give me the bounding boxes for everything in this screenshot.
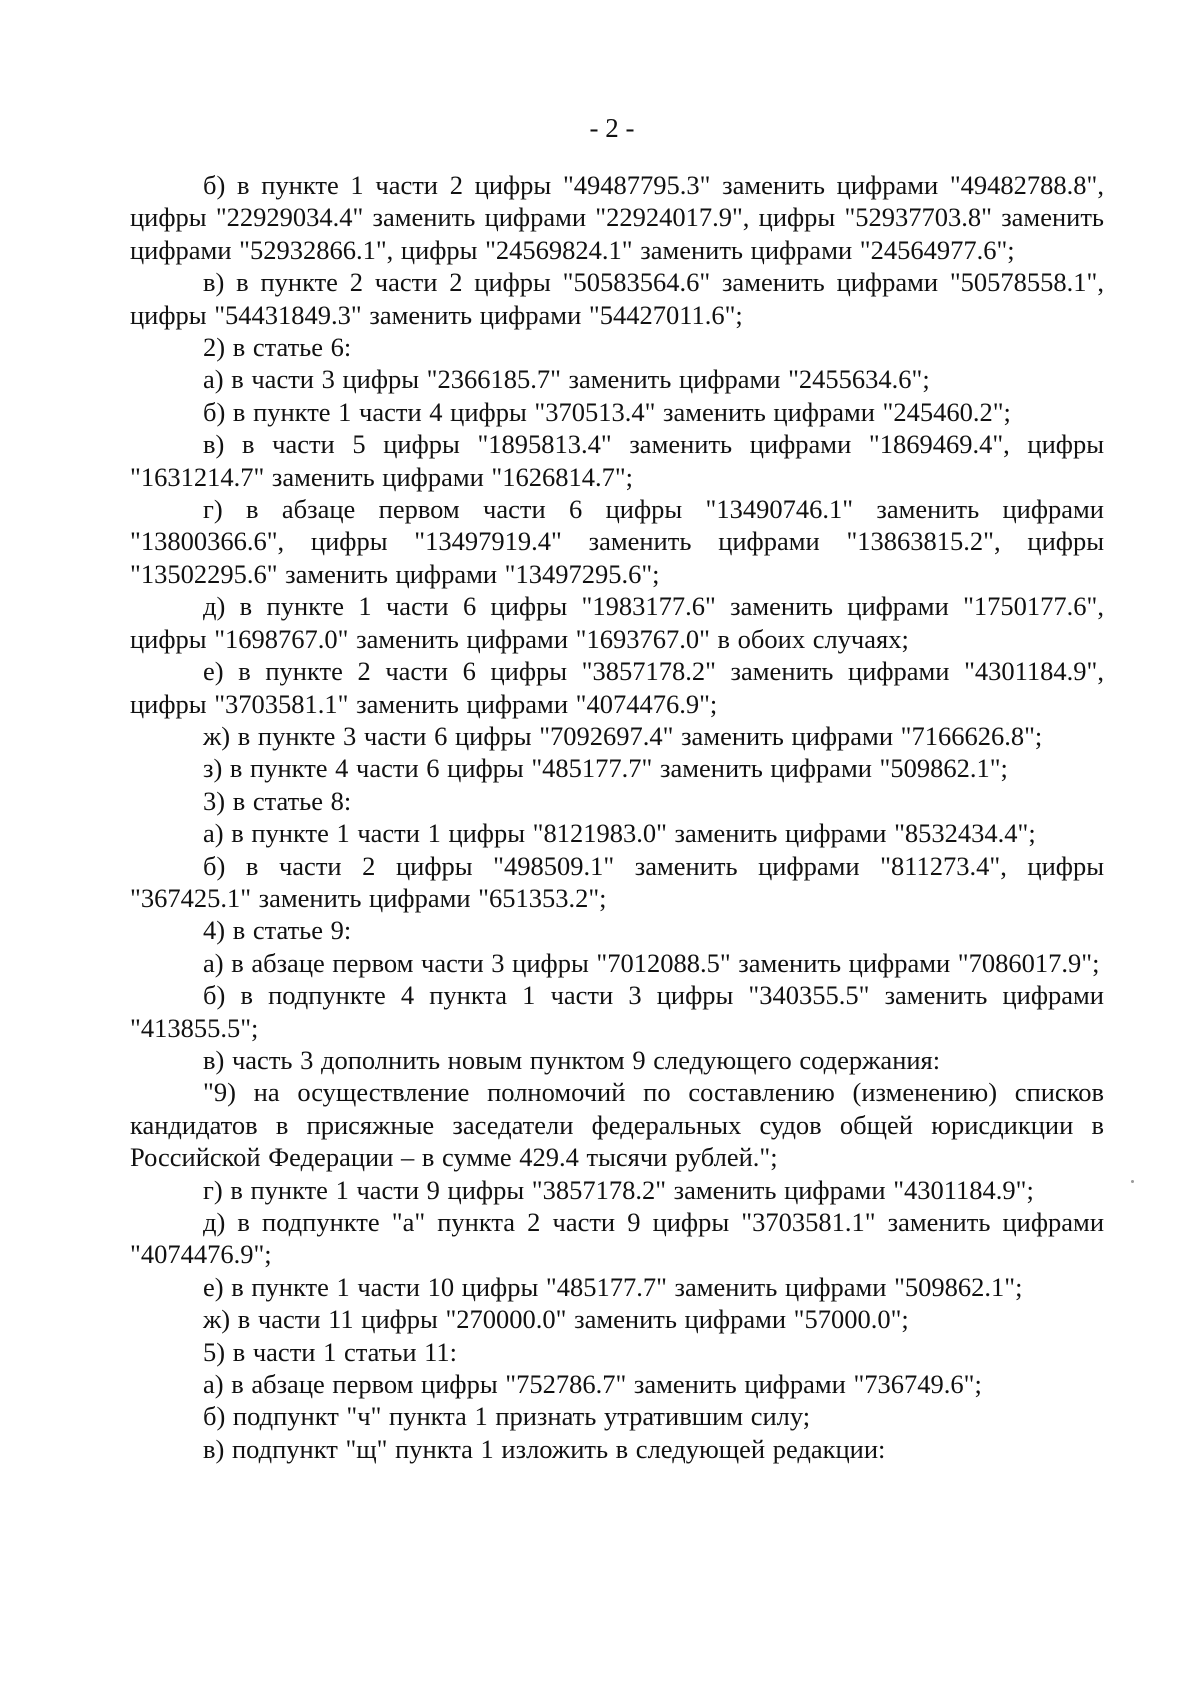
paragraph-art9-zh: ж) в части 11 цифры "270000.0" заменить цифрами "57000.0";	[203, 1304, 909, 1335]
scan-speck	[1131, 1180, 1134, 1183]
paragraph-art11-v: в) подпункт "щ" пункта 1 изложить в следующей редакции:	[203, 1433, 886, 1464]
paragraph-article-9-heading: 4) в статье 9:	[203, 915, 352, 946]
paragraph-art8-a: а) в пункте 1 части 1 цифры "8121983.0" заменить цифрами "8532434.4";	[203, 818, 1036, 849]
paragraph-art9-b: б) в подпункте 4 пункта 1 части 3 цифры "340355.5" заменить цифрами "413855.5";	[130, 980, 1104, 1043]
paragraph-art9-g: г) в пункте 1 части 9 цифры "3857178.2" заменить цифрами "4301184.9";	[203, 1174, 1034, 1205]
paragraph-art8-b: б) в части 2 цифры "498509.1" заменить цифрами "811273.4", цифры "367425.1" заменить цифрами "651353.2";	[130, 850, 1104, 913]
page-number: - 2 -	[589, 113, 635, 143]
paragraph-art6-g: г) в абзаце первом части 6 цифры "13490746.1" заменить цифрами "13800366.6", цифры "13497919.4" заменить цифрами "13863815.2", цифры "13502295.6" заменить цифрами "13497295.6";	[130, 494, 1104, 589]
paragraph-art6-a: а) в части 3 цифры "2366185.7" заменить цифрами "2455634.6";	[203, 364, 930, 395]
paragraph-art6-b: б) в пункте 1 части 4 цифры "370513.4" заменить цифрами "245460.2";	[203, 396, 1011, 427]
paragraph-art9-e: е) в пункте 1 части 10 цифры "485177.7" заменить цифрами "509862.1";	[203, 1271, 1023, 1302]
paragraph-art9-quote-item9: "9) на осуществление полномочий по составлению (изменению) списков кандидатов в присяжные заседатели федеральных судов общей юрисдикции в Российской Федерации – в сумме 429.4 тысячи рублей.";	[130, 1077, 1104, 1173]
paragraph-art6-z: з) в пункте 4 части 6 цифры "485177.7" заменить цифрами "509862.1";	[203, 753, 1008, 784]
paragraph-item-b-part2-p1: б) в пункте 1 части 2 цифры "49487795.3" заменить цифрами "49482788.8", цифры "22929034.4" заменить цифрами "22924017.9", цифры "52937703.8" заменить цифрами "52932866.1", цифры "24569824.1" заменить цифрами "24564977.6";	[130, 170, 1104, 265]
paragraph-article-8-heading: 3) в статье 8:	[203, 785, 352, 816]
document-body	[130, 169, 1104, 1465]
paragraph-art6-d: д) в пункте 1 части 6 цифры "1983177.6" заменить цифрами "1750177.6", цифры "1698767.0" заменить цифрами "1693767.0" в обоих случаях;	[130, 591, 1104, 654]
paragraph-article-6-heading: 2) в статье 6:	[203, 332, 352, 363]
paragraph-art11-b: б) подпункт "ч" пункта 1 признать утратившим силу;	[203, 1401, 811, 1432]
paragraph-art9-d: д) в подпункте "а" пункта 2 части 9 цифры "3703581.1" заменить цифрами "4074476.9";	[130, 1207, 1104, 1270]
paragraph-art9-a: а) в абзаце первом части 3 цифры "7012088.5" заменить цифрами "7086017.9";	[203, 947, 1100, 978]
paragraph-art6-e: е) в пункте 2 части 6 цифры "3857178.2" заменить цифрами "4301184.9", цифры "3703581.1" заменить цифрами "4074476.9";	[130, 656, 1104, 719]
paragraph-article-11-heading: 5) в части 1 статьи 11:	[203, 1336, 458, 1367]
paragraph-item-v-part2-p2: в) в пункте 2 части 2 цифры "50583564.6" заменить цифрами "50578558.1", цифры "54431849.3" заменить цифрами "54427011.6";	[130, 267, 1104, 330]
paragraph-art9-v: в) часть 3 дополнить новым пунктом 9 следующего содержания:	[203, 1044, 941, 1075]
paragraph-art6-v: в) в части 5 цифры "1895813.4" заменить цифрами "1869469.4", цифры "1631214.7" заменить цифрами "1626814.7";	[130, 429, 1104, 492]
paragraph-art11-a: а) в абзаце первом цифры "752786.7" заменить цифрами "736749.6";	[203, 1369, 982, 1400]
paragraph-art6-zh: ж) в пункте 3 части 6 цифры "7092697.4" заменить цифрами "7166626.8";	[203, 720, 1043, 751]
